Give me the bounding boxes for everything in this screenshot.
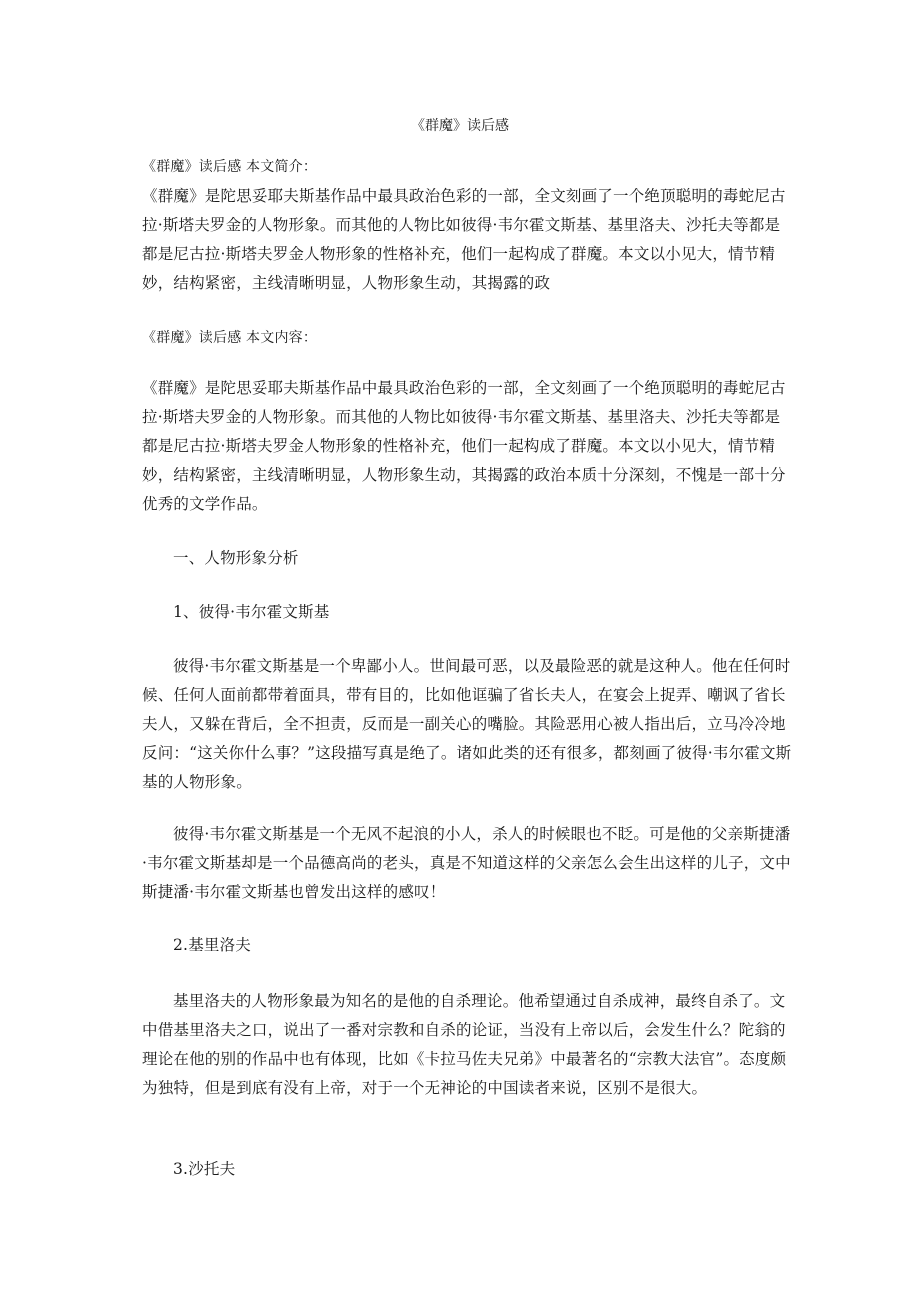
subsection-heading-kirillov: 2.基里洛夫 [173, 936, 251, 954]
subsection-heading-shatov: 3.沙托夫 [173, 1160, 236, 1178]
content-intro-paragraph: 《群魔》是陀思妥耶夫斯基作品中最具政治色彩的一部，全文刻画了一个绝顶聪明的毒蛇尼古拉·斯塔夫罗金的人物形象。而其他的人物比如彼得·韦尔霍文斯基、基里洛夫、沙托夫等都是都是尼古拉·斯塔夫罗金人物形象的性格补充，他们一起构成了群魔。本文以小见大，情节精妙，结构紧密，主线清晰明显，人物形象生动，其揭露的政治本质十分深刻，不愧是一部十分优秀的文学作品。 [142, 379, 786, 513]
summary-label: 《群魔》读后感 本文简介： [142, 159, 318, 175]
content-label: 《群魔》读后感 本文内容： [142, 330, 318, 346]
summary-paragraph: 《群魔》是陀思妥耶夫斯基作品中最具政治色彩的一部，全文刻画了一个绝顶聪明的毒蛇尼古拉·斯塔夫罗金的人物形象。而其他的人物比如彼得·韦尔霍文斯基、基里洛夫、沙托夫等都是都是尼古拉·斯塔夫罗金人物形象的性格补充，他们一起构成了群魔。本文以小见大，情节精妙，结构紧密，主线清晰明显，人物形象生动，其揭露的政 [142, 187, 786, 292]
document-title: 《群魔》读后感 [411, 118, 509, 134]
paragraph-peter-2: 彼得·韦尔霍文斯基是一个无风不起浪的小人，杀人的时候眼也不眨。可是他的父亲斯捷潘·韦尔霍文斯基却是一个品德高尚的老头，真是不知道这样的父亲怎么会生出这样的儿子，文中斯捷潘·韦尔霍文斯基也曾发出这样的感叹！ [142, 825, 791, 901]
paragraph-peter-1: 彼得·韦尔霍文斯基是一个卑鄙小人。世间最可恶，以及最险恶的就是这种人。他在任何时候、任何人面前都带着面具，带有目的，比如他诓骗了省长夫人，在宴会上捉弄、嘲讽了省长夫人，又躲在背后，全不担责，反而是一副关心的嘴脸。其险恶用心被人指出后，立马冷冷地反问：“这关你什么事？”这段描写真是绝了。诸如此类的还有很多，都刻画了彼得·韦尔霍文斯基的人物形象。 [142, 657, 792, 791]
paragraph-kirillov: 基里洛夫的人物形象最为知名的是他的自杀理论。他希望通过自杀成神，最终自杀了。文中借基里洛夫之口，说出了一番对宗教和自杀的论证，当没有上帝以后，会发生什么？陀翁的理论在他的别的作品中也有体现，比如《卡拉马佐夫兄弟》中最著名的“宗教大法官”。态度颇为独特，但是到底有没有上帝，对于一个无神论的中国读者来说，区别不是很大。 [142, 992, 787, 1097]
subsection-heading-peter: 1、彼得·韦尔霍文斯基 [173, 603, 330, 621]
section-heading: 一、人物形象分析 [173, 549, 299, 567]
